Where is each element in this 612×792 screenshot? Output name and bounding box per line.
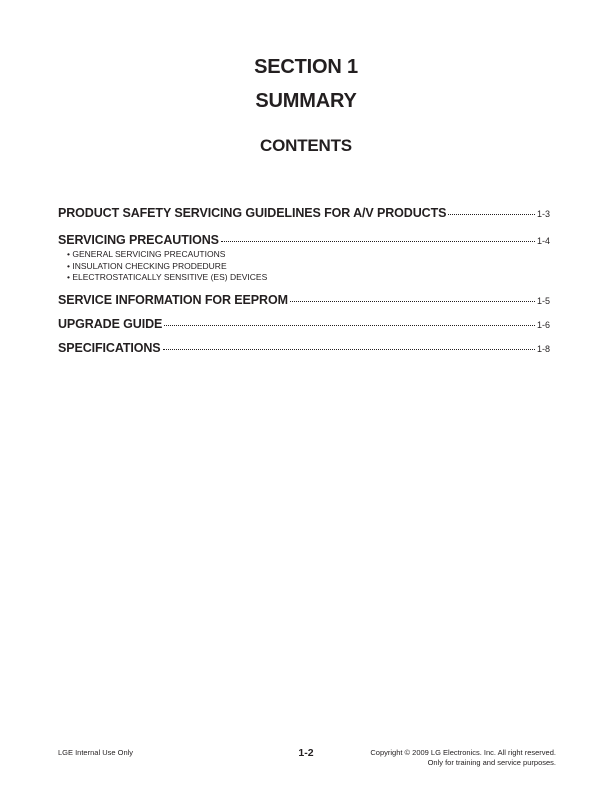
- section-number: SECTION 1: [254, 56, 358, 78]
- toc-page-number: 1-8: [536, 343, 550, 354]
- dot-leader: [163, 348, 535, 350]
- toc-heading[interactable]: PRODUCT SAFETY SERVICING GUIDELINES FOR A/V PRODUCTS: [58, 206, 447, 220]
- usage-note: Only for training and service purposes.: [427, 758, 556, 767]
- toc-page-number: 1-5: [536, 295, 550, 306]
- toc-subitem: • INSULATION CHECKING PRODEDURE: [67, 260, 227, 271]
- copyright-line: Copyright © 2009 LG Electronics. Inc. All right reserved.: [370, 748, 556, 757]
- toc-entry[interactable]: [58, 293, 550, 307]
- toc-subitem: • ELECTROSTATICALLY SENSITIVE (ES) DEVICES: [67, 272, 268, 282]
- toc-page-number: 1-6: [536, 319, 550, 330]
- toc-page-number: 1-3: [536, 209, 550, 219]
- dot-leader: [164, 324, 535, 326]
- toc-entry[interactable]: [58, 341, 550, 355]
- dot-leader: [448, 213, 535, 215]
- contents-heading: CONTENTS: [260, 136, 352, 155]
- toc-subitem: • GENERAL SERVICING PRECAUTIONS: [67, 249, 226, 259]
- dot-leader: [221, 240, 535, 242]
- toc-page-number: 1-4: [536, 236, 550, 246]
- toc-heading[interactable]: SERVICE INFORMATION FOR EEPROM: [58, 292, 288, 307]
- toc-heading[interactable]: UPGRADE GUIDE: [58, 316, 163, 331]
- toc-entry[interactable]: [58, 233, 550, 284]
- toc-entry[interactable]: [58, 317, 550, 331]
- dot-leader: [290, 300, 535, 302]
- page-title: SUMMARY: [255, 90, 357, 112]
- footer-page-number: 1-2: [298, 747, 314, 759]
- footer-internal-use: LGE Internal Use Only: [58, 748, 134, 757]
- table-of-contents: [58, 206, 550, 355]
- toc-subitem-list: [67, 249, 550, 284]
- footer-copyright: [370, 748, 556, 768]
- toc-heading[interactable]: SERVICING PRECAUTIONS: [58, 233, 219, 247]
- toc-heading[interactable]: SPECIFICATIONS: [58, 340, 161, 355]
- toc-entry[interactable]: [58, 206, 550, 220]
